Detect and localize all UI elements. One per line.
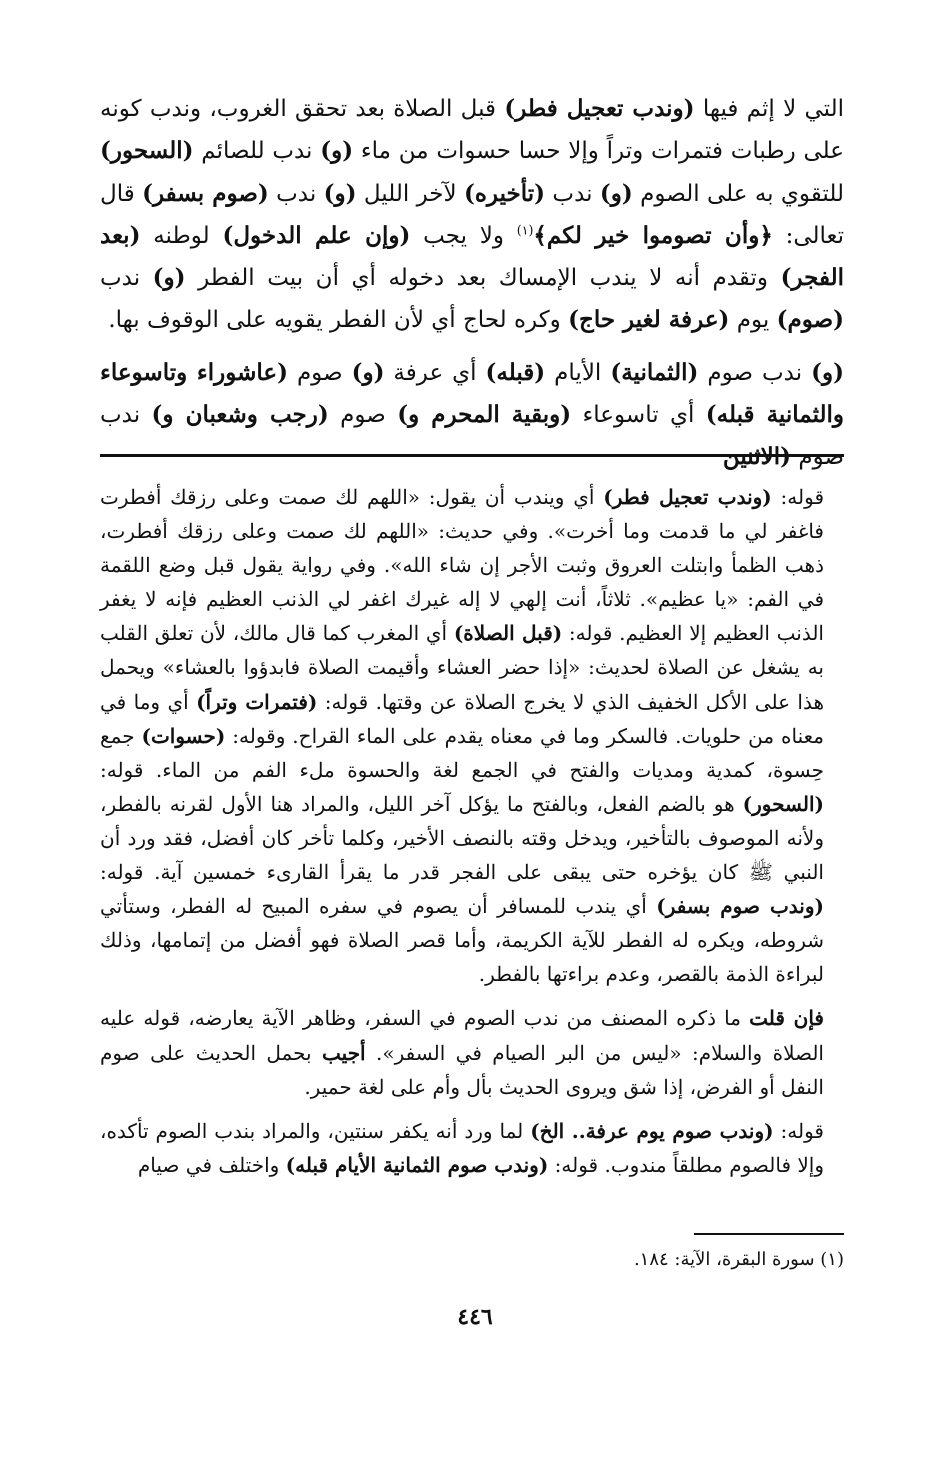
footnote-marker: (١): [516, 222, 534, 238]
main-paragraph: (و) ندب صوم (الثمانية) الأيام (قبله) أي عرفة (و) صوم (عاشوراء وتاسوعاء والثمانية قبله) أي تاسوعاء (وبقية المحرم و) صوم (رجب وشعبان و) ندب صوم (الاثنين: [100, 358, 845, 471]
page-number: ٤٤٦: [457, 1304, 493, 1330]
main-text: [100, 88, 844, 479]
commentary-paragraph: قوله: (وندب صوم يوم عرفة.. الخ) لما ورد أنه يكفر سنتين، والمراد بندب الصوم تأكده، وإلا فالصوم مطلقاً مندوب. قوله: (وندب صوم الثمانية الأيام قبله) واختلف في صيام: [100, 1118, 824, 1177]
main-paragraph: التي لا إثم فيها (وندب تعجيل فطر) قبل الصلاة بعد تحقق الغروب، وندب كونه على رطبات فتمرات وتراً وإلا حسا حسوات من ماء (و) ندب للصائم (السحور) للتقوي به على الصوم (و) ندب (تأخيره) لآخر الليل (و) ندب (صوم بسفر) قال تعالى: ﴿وأن تصوموا خير لكم﴾$^{(١)}$ ولا يجب (وإن علم الدخول) لوطنه (بعد الفجر) وتقدم أنه لا يندب الإمساك بعد دخوله أي أن بيت الفطر (و) ندب (صوم) يوم (عرفة لغير حاج) وكره لحاج أي لأن الفطر يقويه على الوقوف بها.: [100, 95, 845, 334]
footnote-divider: [694, 1233, 844, 1235]
commentary-text: [100, 480, 844, 1182]
quran-verse: ﴿وأن تصوموا خير لكم﴾: [533, 221, 773, 249]
footnote: (١) سورة البقرة، الآية: ١٨٤.: [633, 1249, 844, 1270]
commentary-paragraph: فإن قلت ما ذكره المصنف من ندب الصوم في السفر، وظاهر الآية يعارضه، قوله عليه الصلاة والسلام: «ليس من البر الصيام في السفر». أجيب بحمل الحديث على صوم النفل أو الفرض، إذا شق ويروى الحديث بأل وأم على لغة حمير.: [100, 1006, 824, 1099]
section-divider: [100, 454, 844, 457]
commentary-paragraph: قوله: (وندب تعجيل فطر) أي ويندب أن يقول: «اللهم لك صمت وعلى رزقك أفطرت فاغفر لي ما قدمت وما أخرت». وفي حديث: «اللهم لك صمت وعلى رزقك أفطرت، ذهب الظمأ وابتلت العروق وثبت الأجر إن شاء الله». وفي رواية يقول قبل وضع اللقمة في الفم: «يا عظيم». ثلاثاً، أنت إلهي لا إله غيرك اغفر لي الذنب العظيم فإنه لا يغفر الذنب العظيم إلا العظيم. قوله: (قبل الصلاة) أي المغرب كما قال مالك، لأن تعلق القلب به يشغل عن الصلاة لحديث: «إذا حضر العشاء وأقيمت الصلاة فابدؤوا بالعشاء» ويحمل هذا على الأكل الخفيف الذي لا يخرج الصلاة عن وقتها. قوله: (فتمرات وتراً) أي وما في معناه من حلويات. فالسكر وما في معناه يقدم على الماء القراح. وقوله: (حسوات) جمع حِسوة، كمدية ومديات والفتح في الجمع لغة والحسوة ملء الفم من الماء. قوله: (السحور) هو بالضم الفعل، وبالفتح ما يؤكل آخر الليل، والمراد هنا الأول لقرنه بالفطر، ولأنه الموصوف بالتأخير، ويدخل وقته بالنصف الأخير، وكلما تأخر كان أفضل، فقد ورد أن النبي ﷺ كان يؤخره حتى يبقى على الفجر قدر ما يقرأ القارىء خمسين آية. قوله: (وندب صوم بسفر) أي يندب للمسافر أن يصوم في سفره المبيح له الفطر، وستأتي شروطه، ويكره له الفطر للآية الكريمة، وأما قصر الصلاة فهو أفضل من إتمامها، وذلك لبراءة الذمة بالقصر، وعدم براءتها بالفطر.: [100, 485, 825, 987]
